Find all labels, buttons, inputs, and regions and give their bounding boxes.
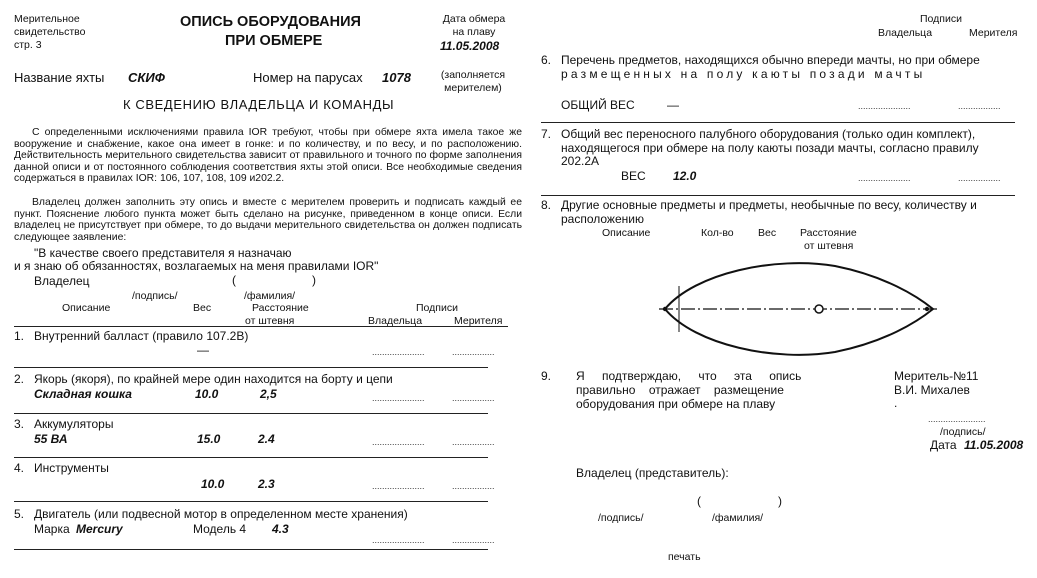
measurer-number: Меритель-№11 xyxy=(894,369,979,383)
item-3-description: 55 ВА xyxy=(34,432,68,446)
item-4-number: 4. xyxy=(14,461,25,475)
item-6-line-2: размещенных на полу каюты позади мачты xyxy=(561,67,926,81)
item-1-measurer-sign[interactable]: ................. xyxy=(452,347,495,357)
right-measurer: Мерителя xyxy=(969,27,1018,39)
item-9-line-1: Я подтверждаю, что эта опись xyxy=(576,369,802,383)
item-5-text: Двигатель (или подвесной мотор в определенном месте хранения) xyxy=(34,507,408,521)
measurer-dot: . xyxy=(894,396,898,410)
item-3-measurer-sign[interactable]: ................. xyxy=(452,437,495,447)
owner-label: Владелец xyxy=(34,274,90,288)
item-7-line-1: Общий вес переносного палубного оборудования (только один комплект), xyxy=(561,127,976,141)
item-6-rule xyxy=(541,122,1015,123)
measurer-sign-field[interactable]: ....................... xyxy=(928,414,986,424)
measurer-sign-caption: /подпись/ xyxy=(940,426,986,438)
rep-paren-close: ) xyxy=(778,494,782,508)
item-5-model: Модель 4 xyxy=(193,522,247,536)
item-1-text: Внутренний балласт (правило 107.2В) xyxy=(34,329,249,343)
col-distance-2: от штевня xyxy=(245,315,295,327)
item-3-number: 3. xyxy=(14,417,25,431)
filled-by-measurer-note: (заполняется мерителем) xyxy=(440,69,506,94)
item-5-distance: 4.3 xyxy=(272,522,289,536)
right-owner: Владельца xyxy=(878,27,933,39)
col-signatures: Подписи xyxy=(416,302,458,314)
item-2-measurer-sign[interactable]: ................. xyxy=(452,393,495,403)
surname-caption: /фамилия/ xyxy=(244,290,296,302)
item-8-col-description: Описание xyxy=(602,227,651,239)
item-8-number: 8. xyxy=(541,198,552,212)
item-8-line-1: Другие основные предметы и предметы, необычные по весу, количеству и xyxy=(561,198,977,212)
intro-paragraph-2: Владелец должен заполнить эту опись и вместе с мерителем проверить и подписать каждый ее пункт. Пояснение любого пункта может быть сделано на рисунке, приведенном в конце описи. Если владелец не присутствует при обмере, то до выдачи мерительного свидетельства он должен подписать следующее заявление: xyxy=(14,197,522,243)
item-6-owner-sign[interactable]: ..................... xyxy=(858,101,911,111)
item-8-col-distance: Расстояние xyxy=(800,227,857,239)
item-5-brand-label: Марка xyxy=(34,522,70,536)
col-owner: Владельца xyxy=(368,315,423,327)
item-4-text: Инструменты xyxy=(34,461,109,475)
item-2-text: Якорь (якоря), по крайней мере один находится на борту и цепи xyxy=(34,372,393,386)
item-7-weight-label: ВЕС xyxy=(621,169,646,183)
item-7-rule xyxy=(541,195,1015,196)
item-2-weight: 10.0 xyxy=(195,387,219,401)
item-5-rule xyxy=(14,549,488,550)
rep-surname-caption: /фамилия/ xyxy=(712,512,764,524)
item-8-line-2: расположению xyxy=(561,212,644,226)
item-4-distance: 2.3 xyxy=(258,477,275,491)
item-7-line-2: находящегося при обмере на полу каюты позади мачты, согласно правилу xyxy=(561,141,979,155)
col-description: Описание xyxy=(62,302,111,314)
certificate-label: Мерительное свидетельство xyxy=(14,13,86,38)
page-number: стр. 3 xyxy=(14,39,42,51)
form-subtitle: ПРИ ОБМЕРЕ xyxy=(225,33,323,49)
statement-line-1: "В качестве своего представителя я назначаю xyxy=(34,246,292,260)
item-1-owner-sign[interactable]: ..................... xyxy=(372,347,425,357)
item-8-col-quantity: Кол-во xyxy=(701,227,734,239)
item-5-number: 5. xyxy=(14,507,25,521)
signature-caption: /подпись/ xyxy=(132,290,178,302)
paren-open: ( xyxy=(232,273,236,287)
item-6-number: 6. xyxy=(541,53,552,67)
paren-close: ) xyxy=(312,273,316,287)
col-distance: Расстояние xyxy=(252,302,309,314)
stern-point xyxy=(663,307,667,311)
right-signatures: Подписи xyxy=(920,13,962,25)
item-2-number: 2. xyxy=(14,372,25,386)
item-8-col-distance-2: от штевня xyxy=(804,240,854,252)
col-weight: Вес xyxy=(193,302,212,314)
item-3-weight: 15.0 xyxy=(197,432,221,446)
measurer-name: В.И. Михалев xyxy=(894,383,970,397)
yacht-name-label: Название яхты xyxy=(14,70,105,85)
item-9-number: 9. xyxy=(541,369,552,383)
item-4-rule xyxy=(14,501,488,502)
intro-paragraph-1: С определенными исключениями правила IOR требуют, чтобы при обмере яхта имела такое же вооружение и снабжение, какое она имеет в гонке: и по количеству, и по весу, и по расположению. Действительность мерительного свидетельства зависит от правильного и точного по форме заполнения данной описи и от постоянного соблюдения соответствия яхты этой описи. Все необходимые сведения содержаться в правилах IOR: 106, 107, 108, 109 и202.2. xyxy=(14,127,522,185)
item-2-distance: 2,5 xyxy=(260,387,277,401)
form-title: ОПИСЬ ОБОРУДОВАНИЯ xyxy=(180,14,361,30)
item-2-rule xyxy=(14,413,488,414)
item-5-owner-sign[interactable]: ..................... xyxy=(372,535,425,545)
item-3-rule xyxy=(14,457,488,458)
item-1-value: — xyxy=(197,343,209,357)
item-6-line-1: Перечень предметов, находящихся обычно впереди мачты, но при обмере xyxy=(561,53,980,67)
item-7-line-3: 202.2А xyxy=(561,154,600,168)
col-measurer: Мерителя xyxy=(454,315,503,327)
item-7-weight-value: 12.0 xyxy=(673,169,697,183)
item-7-owner-sign[interactable]: ..................... xyxy=(858,173,911,183)
owner-representative-label: Владелец (представитель): xyxy=(576,466,729,480)
item-1-rule xyxy=(14,367,488,368)
item-4-measurer-sign[interactable]: ................. xyxy=(452,481,495,491)
item-2-owner-sign[interactable]: ..................... xyxy=(372,393,425,403)
measure-date-label: Дата обмера на плаву xyxy=(442,13,506,38)
item-3-text: Аккумуляторы xyxy=(34,417,114,431)
sail-number-label: Номер на парусах xyxy=(253,70,363,85)
total-weight-label: ОБЩИЙ ВЕС xyxy=(561,98,635,112)
item-6-measurer-sign[interactable]: ................. xyxy=(958,101,1001,111)
item-7-measurer-sign[interactable]: ................. xyxy=(958,173,1001,183)
item-4-owner-sign[interactable]: ..................... xyxy=(372,481,425,491)
statement-line-2: и я знаю об обязанностях, возлагаемых на меня правилами IOR" xyxy=(14,259,379,273)
item-4-weight: 10.0 xyxy=(201,477,225,491)
item-3-owner-sign[interactable]: ..................... xyxy=(372,437,425,447)
item-8-col-weight: Вес xyxy=(758,227,777,239)
measure-date-value: 11.05.2008 xyxy=(440,39,500,53)
item-3-distance: 2.4 xyxy=(258,432,275,446)
sign-date-label: Дата xyxy=(930,438,957,452)
item-9-line-2: правильно отражает размещение xyxy=(576,383,784,397)
rep-paren-open: ( xyxy=(697,494,701,508)
item-7-number: 7. xyxy=(541,127,552,141)
sign-date-value: 11.05.2008 xyxy=(964,438,1024,452)
rep-signature-caption: /подпись/ xyxy=(598,512,644,524)
hull-plan-diagram xyxy=(655,258,940,360)
item-5-measurer-sign[interactable]: ................. xyxy=(452,535,495,545)
item-9-line-3: оборудования при обмере на плаву xyxy=(576,397,776,411)
yacht-name-value: СКИФ xyxy=(128,70,165,85)
item-5-brand: Mercury xyxy=(76,522,123,536)
item-2-description: Складная кошка xyxy=(34,387,132,401)
sail-number-value: 1078 xyxy=(382,70,411,85)
notice-title: К СВЕДЕНИЮ ВЛАДЕЛЬЦА И КОМАНДЫ xyxy=(123,97,395,112)
stamp-label: печать xyxy=(668,551,701,563)
total-weight-value: — xyxy=(667,98,679,112)
item-1-number: 1. xyxy=(14,329,25,343)
bow-point xyxy=(925,307,929,311)
header-rule xyxy=(14,326,508,327)
mast-marker xyxy=(815,305,823,313)
